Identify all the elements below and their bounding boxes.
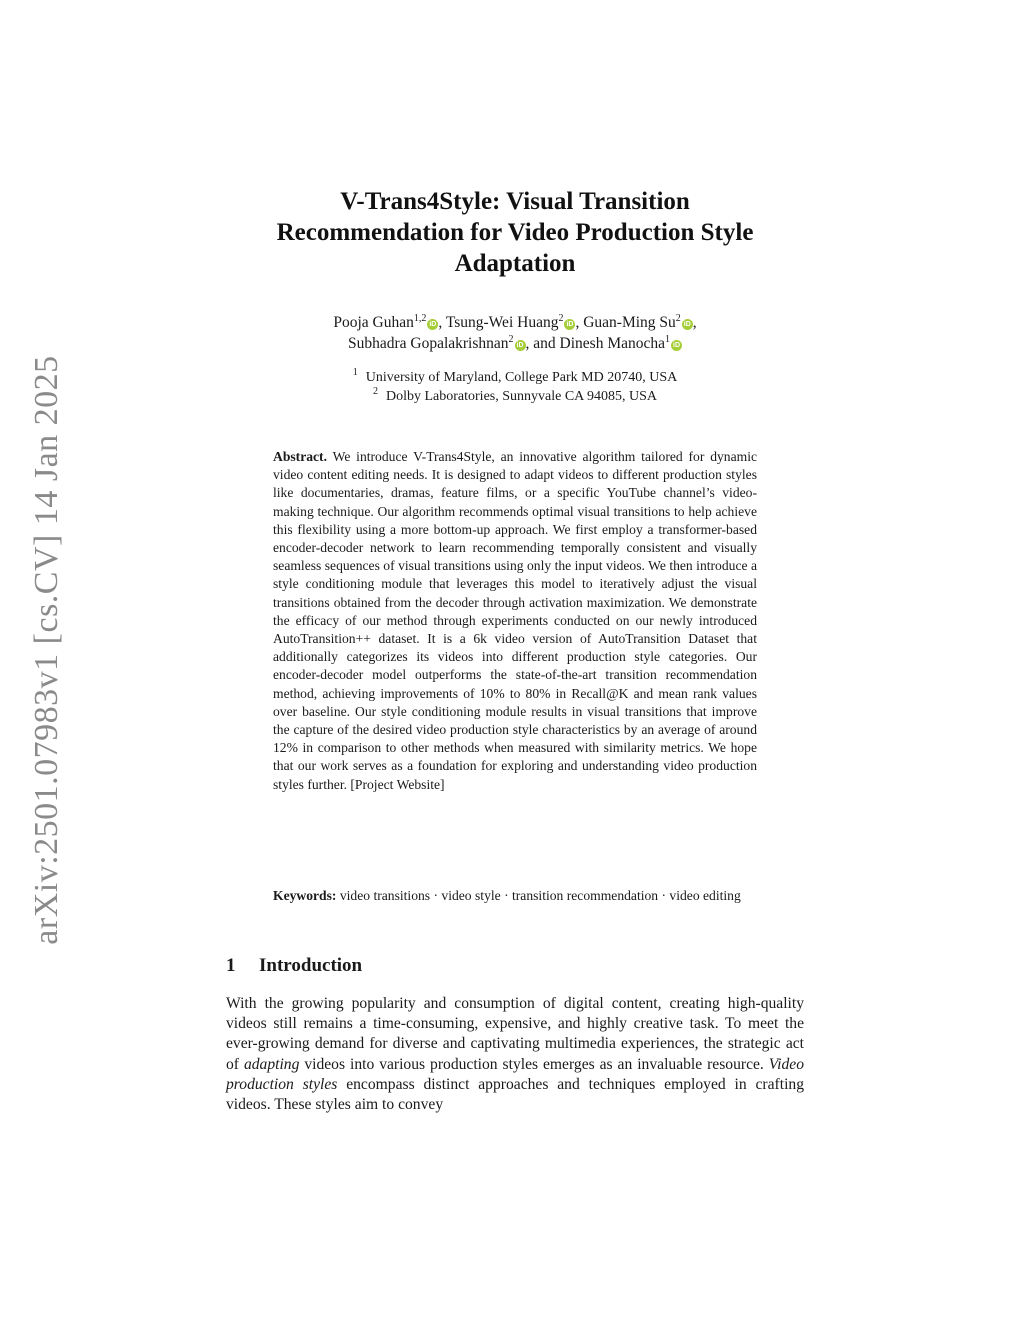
orcid-icon[interactable]: iD xyxy=(683,321,691,328)
section-number: 1 xyxy=(226,955,236,976)
author-name: Guan-Ming Su xyxy=(583,314,676,331)
author-name: Subhadra Gopalakrishnan xyxy=(347,335,509,352)
paragraph-text: encompass distinct approaches and techniques employed in crafting videos. These styles aim to convey xyxy=(226,1075,804,1114)
orcid-icon[interactable]: iD xyxy=(429,321,437,328)
author-name: Pooja Guhan xyxy=(333,314,414,331)
keywords xyxy=(273,887,757,905)
section-title: Introduction xyxy=(259,955,363,976)
arxiv-sidebar xyxy=(0,0,90,1325)
affiliation-list xyxy=(230,368,800,406)
arxiv-identifier: arXiv:2501.07983v1 [cs.CV] 14 Jan 2025 xyxy=(28,355,65,945)
author-separator: , xyxy=(692,314,697,331)
author-name: Tsung-Wei Huang xyxy=(445,314,559,331)
keywords-label: Keywords: xyxy=(273,888,337,903)
title-line: Adaptation xyxy=(454,250,576,277)
author-line xyxy=(230,333,800,354)
author-affiliation-mark: 2 xyxy=(558,312,564,324)
affiliation-text: Dolby Laboratories, Sunnyvale CA 94085, USA xyxy=(385,389,658,404)
section-heading xyxy=(226,954,806,978)
affiliation xyxy=(230,387,800,406)
author-affiliation-mark: 2 xyxy=(675,312,681,324)
author-separator: , xyxy=(438,314,446,331)
affiliation-text: University of Maryland, College Park MD 20740, USA xyxy=(365,370,678,385)
author-affiliation-mark: 1 xyxy=(665,333,671,345)
abstract-text: We introduce V-Trans4Style, an innovative algorithm tailored for dynamic video content editing needs. It is designed to adapt videos to different production styles like documentaries, dramas, feature films, or a specific YouTube channel’s video-making technique. Our algorithm recommends optimal visual transitions to help achieve this flexibility using a more bottom-up approach. We first employ a transformer-based encoder-decoder network to learn recommending temporally consistent and visually seamless sequences of visual transitions using only the input videos. We then introduce a style conditioning module that leverages this model to iteratively adjust the visual transitions obtained from the decoder through activation maximization. We demonstrate the efficacy of our method through experiments conducted on our newly introduced AutoTransition++ dataset. It is a 6k video version of AutoTransition Dataset that additionally categorizes its videos into different production style categories. Our encoder-decoder model outperforms the state-of-the-art transition recommendation method, achieving improvements of 10% to 80% in Recall@K and mean rank values over baseline. Our style conditioning module results in visual transitions that improve the capture of the desired video production style characteristics by an average of around 12% in comparison to other methods when measured with similarity metrics. We hope that our work serves as a foundation for exploring and understanding video production styles further. [Project Website] xyxy=(273,449,757,792)
author-list xyxy=(230,312,800,354)
emphasis-text: Video production styles xyxy=(226,1055,804,1093)
author-separator: , and xyxy=(525,335,560,352)
introduction-paragraph xyxy=(226,994,804,1115)
author-name: Dinesh Manocha xyxy=(559,335,666,352)
keywords-text: video transitions · video style · transition recommendation · video editing xyxy=(339,888,741,903)
paragraph-text: videos into various production styles emerges as an invaluable resource. xyxy=(299,1055,769,1073)
author-line xyxy=(230,312,800,333)
affiliation xyxy=(230,368,800,387)
abstract-label: Abstract. xyxy=(273,449,327,464)
paragraph-text: With the growing popularity and consumption of digital content, creating high-quality videos still remains a time-consuming, expensive, and highly creative task. To meet the ever-growing demand for diverse and captivating multimedia experiences, the strategic act of xyxy=(226,995,804,1073)
emphasis-text: adapting xyxy=(243,1055,300,1073)
title-line: V-Trans4Style: Visual Transition xyxy=(340,188,690,215)
author-affiliation-mark: 2 xyxy=(508,333,514,345)
orcid-icon[interactable]: iD xyxy=(516,342,524,349)
affiliation-number: 1 xyxy=(352,367,358,379)
orcid-icon[interactable]: iD xyxy=(566,321,574,328)
author-affiliation-mark: 1,2 xyxy=(413,312,427,324)
author-separator: , xyxy=(575,314,584,331)
affiliation-number: 2 xyxy=(372,386,378,398)
title-line: Recommendation for Video Production Style xyxy=(276,219,754,246)
paper-title xyxy=(230,186,800,279)
abstract xyxy=(273,448,757,794)
orcid-icon[interactable]: iD xyxy=(673,342,681,349)
